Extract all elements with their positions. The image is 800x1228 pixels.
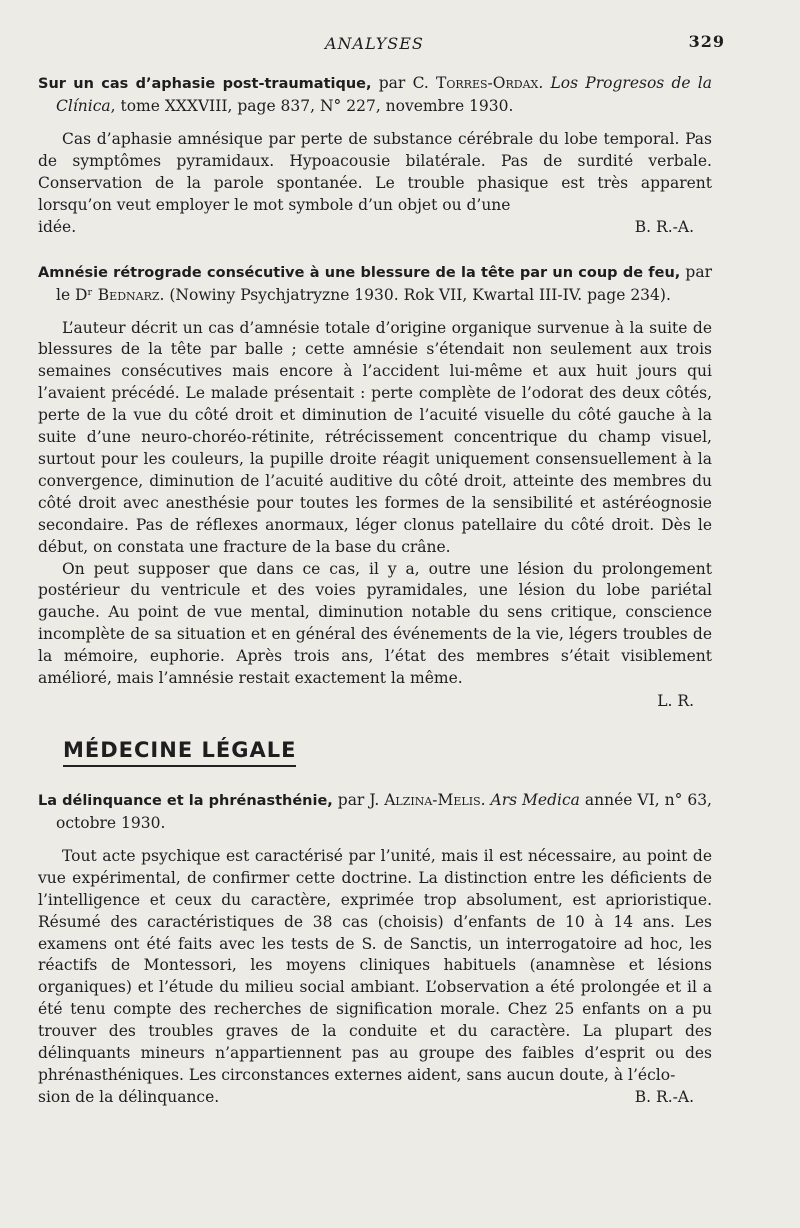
entry-paragraph: Cas d’aphasie amnésique par perte de substance cérébrale du lobe temporal. Pas de symptômes pyramidaux. Hypoacousie bilatérale. Pas de surdité verbale. Conservation de la parole spontanée. Le trouble phasique est très apparent lorsqu’on veut employer le mot symbole d’un objet ou d’une xyxy=(38,130,712,214)
entry-signature: L. R. xyxy=(657,691,694,710)
entry-heading xyxy=(38,261,712,306)
entry-signature: B. R.-A. xyxy=(634,1087,694,1106)
running-head xyxy=(38,30,725,58)
entry-author: Alzina-Melis xyxy=(384,790,481,809)
entry-body xyxy=(38,318,712,712)
entry-last-line xyxy=(38,217,712,239)
entry-title: La délinquance et la phrénasthénie, xyxy=(38,792,333,809)
entry-title: Amnésie rétrograde consécutive à une blessure de la tête par un coup de feu, xyxy=(38,264,681,281)
review-entry xyxy=(38,72,712,239)
page-number: 329 xyxy=(688,32,725,51)
entry-source: . Ars Medica xyxy=(480,790,580,809)
entry-last-words: idée. xyxy=(38,217,77,236)
entry-source-detail: année VI, n° 63, octobre 1930. xyxy=(56,790,712,832)
entry-heading xyxy=(38,72,712,117)
entry-source-detail: , tome XXXVIII, page 837, N° 227, novembre 1930. xyxy=(110,97,514,115)
entry-paragraph: On peut supposer que dans ce cas, il y a, outre une lésion du prolongement postérieur du ventricule et des voies pyramidales, une lésion du lobe pariétal gauche. Au point de vue mental, diminution notable du sens critique, conscience incomplète de sa situation et en général des événements de la vie, légers troubles de la mémoire, euphorie. Après trois ans, l’état des membres s’était visiblement amélioré, mais l’amnésie restait exactement la même. xyxy=(38,559,712,688)
entry-source-detail: . (Nowiny Psychjatryzne 1930. Rok VII, Kwartal III-IV. page 234). xyxy=(159,285,671,304)
entry-paragraph: Tout acte psychique est caractérisé par l’unité, mais il est nécessaire, au point de vue expérimental, de confirmer cette doctrine. La distinction entre les déficients de l’intelligence et ceux du caractère, exprimée trop absolument, est aprioristique. Résumé des caractéristiques de 38 cas (choisis) d’enfants de 10 à 14 ans. Les examens ont été faits avec les tests de S. de Sanctis, un interrogatoire ad hoc, les réactifs de Montessori, les moyens cliniques habituels (anamnèse et lésions organiques) et l’étude du milieu social ambiant. L’observation a été prolongée et il a été tenu compte des recherches de signification morale. Chez 25 enfants on a pu trouver des troubles graves de la conduite et du caractère. La plupart des délinquants mineurs n’appartiennent pas au groupe des faibles d’esprit ou des phrénasthéniques. Les circonstances externes aident, sans aucun doute, à l’éclo- xyxy=(38,846,712,1084)
review-entry xyxy=(38,789,712,1109)
entry-last-words: sion de la délinquance. xyxy=(38,1087,220,1106)
entry-body xyxy=(38,846,712,1109)
entry-title: Sur un cas d’aphasie post-traumatique, xyxy=(38,76,372,92)
entry-paragraph: L’auteur décrit un cas d’amnésie totale d’origine organique survenue à la suite de blessures de la tête par balle ; cette amnésie s’étendait non seulement aux trois semaines consécutives mais encore à l’accident lui-même et aux huit jours qui l’avaient précédé. Le malade présentait : perte complète de l’odorat des deux côtés, perte de la vue du côté droit et diminution de l’acuité visuelle du côté gauche à la suite d’une neuro-choréo-rétinite, rétrécissement concentrique du champ visuel, surtout pour les couleurs, la pupille droite réagit uniquement consensuellement à la convergence, diminution de l’acuité auditive du côté droit, atteinte des membres du côté droit avec anesthésie pour toutes les formes de la sensibilité et astéréognosie secondaire. Pas de réflexes anormaux, léger clonus patellaire du côté droit. Dès le début, on constata une fracture de la base du crâne. xyxy=(38,318,712,556)
entry-by: par le Dʳ xyxy=(56,262,712,304)
entry-by: par J. xyxy=(332,790,385,809)
entry-body xyxy=(38,129,712,239)
running-title: ANALYSES xyxy=(325,34,424,53)
entry-author: Bednarz xyxy=(97,285,160,304)
entry-heading xyxy=(38,789,712,834)
entry-by: par C. xyxy=(371,74,437,92)
entry-signature: B. R.-A. xyxy=(634,217,694,236)
entry-source: . Los Progresos de la Clínica xyxy=(56,74,712,115)
entry-last-line xyxy=(38,1087,712,1109)
section-title: MÉDECINE LÉGALE xyxy=(63,738,296,767)
review-entry xyxy=(38,261,712,712)
entry-author: Torres-Ordax xyxy=(436,74,539,92)
